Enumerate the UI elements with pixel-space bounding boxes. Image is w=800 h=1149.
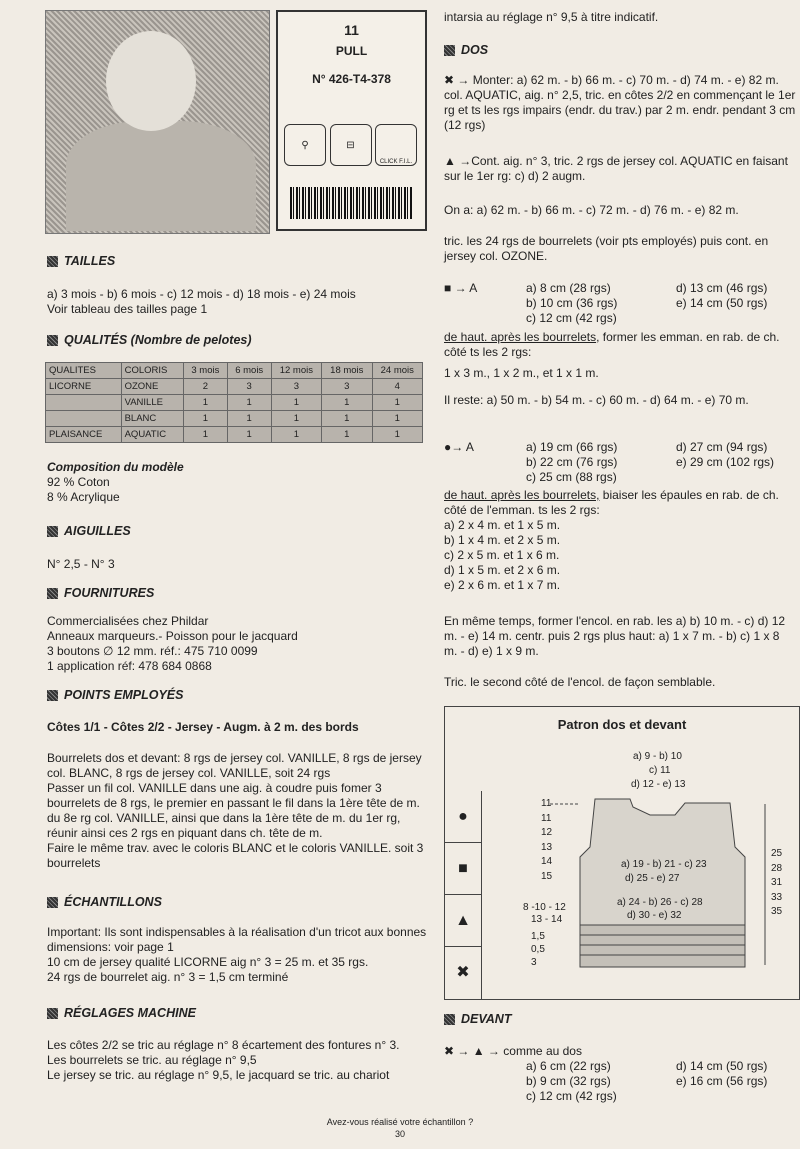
table-header: 6 mois xyxy=(227,363,271,379)
echantillons-text: Important: Ils sont indispensables à la réalisation d'un tricot aux bonnes dimensions: voir page 1 10 cm de jersey qualité LICORNE aig n° 3 = 25 m. et 35 rgs. 24 rgs de bourrelet aig. n° 3 = 1,5 cm terminé xyxy=(47,925,427,984)
table-cell: AQUATIC xyxy=(121,427,183,443)
intarsia-text: intarsia au réglage n° 9,5 à titre indicatif. xyxy=(444,10,659,24)
size-line: b) 9 cm (32 rgs) xyxy=(526,1074,611,1088)
neck-1: a) 9 - b) 10 xyxy=(633,751,682,762)
garment-shape xyxy=(445,707,799,999)
fournitures-text: Commercialisées chez Phildar Anneaux marqueurs.- Poisson pour le jacquard 3 boutons ∅ 12 mm. réf.: 475 710 0099 1 application réf: 478 684 0868 xyxy=(47,614,298,673)
right-nums xyxy=(771,847,782,920)
table-header: QUALITES xyxy=(46,363,122,379)
size-line: 14 xyxy=(541,856,553,867)
dos-heading: DOS xyxy=(444,43,488,57)
reste-text: Il reste: a) 50 m. - b) 54 m. - c) 60 m. - d) 64 m. - e) 70 m. xyxy=(444,393,749,407)
size-line: 33 xyxy=(771,891,783,903)
size-line: c) 12 cm (42 rgs) xyxy=(526,311,617,325)
side-2: 13 - 14 xyxy=(531,914,563,925)
size-line: 15 xyxy=(541,870,553,882)
dos-cont: ▲ →Cont. aig. n° 3, tric. 2 rgs de jersey col. AQUATIC en faisant sur le 1er rg: c) d) 2 augm. xyxy=(444,154,788,183)
qualites-heading: QUALITÉS (Nombre de pelotes) xyxy=(47,333,252,347)
points-text: Côtes 1/1 - Côtes 2/2 - Jersey - Augm. à 2 m. des bords Bourrelets dos et devant: 8 rgs de jersey col. VANILLE, 8 rgs de jersey col. BLANC, 8 rgs de jersey col. VANILLE, soit 24 rgs Passer un fil col. VANILLE dans une aig. à coudre puis fomer 3 bourrelets de 8 rgs, le premier en passant le fil dans la 1ère tête de m. du 8e rg col. VANILLE, ainsi que dans la 1ère tête de m. du 1er rg, réunir ainsi ces 2 rgs en piquant dans ch. tête de m. Faire le même trav. avec le coloris BLANC et le coloris VANILLE. soit 3 bourrelets xyxy=(47,720,424,870)
table-cell: 1 xyxy=(271,427,321,443)
size-line: a) 8 cm (28 rgs) xyxy=(526,281,611,295)
side-1: 8 -10 - 12 xyxy=(523,902,566,913)
reglages-heading: RÉGLAGES MACHINE xyxy=(47,1006,196,1020)
table-cell: 1 xyxy=(227,395,271,411)
size-line: 11 xyxy=(541,812,552,824)
circle-marker: ● xyxy=(445,791,481,843)
table-header: COLORIS xyxy=(121,363,183,379)
baby-photo xyxy=(45,10,270,234)
size-line: a) 2 x 4 m. et 1 x 5 m. xyxy=(444,518,561,532)
table-row xyxy=(46,395,423,411)
pattern-code-box xyxy=(276,10,427,231)
table-cell: 3 xyxy=(322,379,372,395)
pattern-diagram xyxy=(444,706,800,1000)
devant-sizes xyxy=(444,1059,796,1104)
composition: Composition du modèle 92 % Coton 8 % Acrylique xyxy=(47,460,184,504)
table-cell: LICORNE xyxy=(46,379,122,395)
table-cell: 1 xyxy=(322,411,372,427)
size-line: 31 xyxy=(771,877,783,888)
page-number: 30 xyxy=(394,1129,405,1139)
table-cell: 1 xyxy=(183,411,227,427)
echantillons-heading: ÉCHANTILLONS xyxy=(47,895,162,909)
size-line: d) 14 cm (50 rgs) xyxy=(676,1059,768,1073)
dos-bourrelets: tric. les 24 rgs de bourrelets (voir pts employés) puis cont. en jersey col. OZONE. xyxy=(444,234,769,263)
table-header: 12 mois xyxy=(271,363,321,379)
dos-montage: ✖ → Monter: a) 62 m. - b) 66 m. - c) 70 m. - d) 74 m. - e) 82 m. col. AQUATIC, aig. n° 2,5, tric. en côtes 2/2 en commençant le 1er rg et ts les rgs impairs (endr. du trav.) par 2 m. endr. pendant 3 cm (12 rgs) xyxy=(444,73,796,132)
square-sizes: ■ → A a) 8 cm (28 rgs) b) 10 cm (36 rgs) c) 12 cm (42 rgs) d) 13 cm (46 rgs) e) 14 cm (50 rgs) xyxy=(444,281,768,325)
square-marker: ■ xyxy=(445,843,481,895)
reglages-text: Les côtes 2/2 se tric au réglage n° 8 écartement des fontures n° 3. Les bourrelets se tric. au réglage n° 9,5 Le jersey se tric. au réglage n° 9,5, le jacquard se tric. au chariot xyxy=(47,1038,400,1082)
size-line: 11 xyxy=(541,798,552,809)
table-header: 24 mois xyxy=(372,363,422,379)
tailles-text: a) 3 mois - b) 6 mois - c) 12 mois - d) 18 mois - e) 24 mois Voir tableau des tailles page 1 xyxy=(47,287,356,316)
table-row xyxy=(46,427,423,443)
band-1: 1,5 xyxy=(531,931,545,942)
encolure-text: En même temps, former l'encol. en rab. les a) b) 10 m. - c) d) 12 m. - e) 14 m. centr. puis 2 rgs plus haut: a) 1 x 7 m. - b) c) 1 x 8 m. - d) e) 1 x 9 m. Tric. le second côté de l'encol. de façon semblable. xyxy=(444,614,786,689)
width-2b: d) 30 - e) 32 xyxy=(627,910,682,921)
table-cell: PLAISANCE xyxy=(46,427,122,443)
size-line: a) 6 cm (22 rgs) xyxy=(526,1059,611,1073)
neck-2: c) 11 xyxy=(649,765,671,776)
size-line: e) 2 x 6 m. et 1 x 7 m. xyxy=(444,578,561,592)
emman-text: de haut. après les bourrelets, former les emman. en rab. de ch. côté ts les 2 rgs: 1 x 3 m., 1 x 2 m., et 1 x 1 m. xyxy=(444,330,780,380)
table-cell: 2 xyxy=(183,379,227,395)
table-cell: OZONE xyxy=(121,379,183,395)
table-cell: 1 xyxy=(322,427,372,443)
pattern-ref: N° 426-T4-378 xyxy=(312,72,391,86)
table-cell: 1 xyxy=(183,427,227,443)
table-cell xyxy=(46,395,122,411)
table-cell: 3 xyxy=(227,379,271,395)
table-cell: 1 xyxy=(372,395,422,411)
size-line: c) 12 cm (42 rgs) xyxy=(526,1089,617,1103)
size-line: b) 22 cm (76 rgs) xyxy=(526,455,618,469)
size-line: d) 13 cm (46 rgs) xyxy=(676,281,768,295)
machine-icon: ⊟ xyxy=(330,124,372,166)
width-1: a) 19 - b) 21 - c) 23 xyxy=(621,859,707,870)
size-line: c) 2 x 5 m. et 1 x 6 m. xyxy=(444,548,560,562)
table-cell: 4 xyxy=(372,379,422,395)
aiguilles-heading: AIGUILLES xyxy=(47,524,131,538)
table-cell: BLANC xyxy=(121,411,183,427)
table-cell: 1 xyxy=(227,427,271,443)
table-header: 18 mois xyxy=(322,363,372,379)
aiguilles-text: N° 2,5 - N° 3 xyxy=(47,557,115,571)
size-line: d) 27 cm (94 rgs) xyxy=(676,440,768,454)
left-nums xyxy=(541,797,552,884)
size-line: a) 19 cm (66 rgs) xyxy=(526,440,618,454)
table-cell: 1 xyxy=(372,427,422,443)
table-cell xyxy=(46,411,122,427)
footer-question: Avez-vous réalisé votre échantillon ? xyxy=(326,1117,474,1127)
table-cell: VANILLE xyxy=(121,395,183,411)
width-2: a) 24 - b) 26 - c) 28 xyxy=(617,897,703,908)
size-line: 12 xyxy=(541,827,553,838)
size-line: c) 25 cm (88 rgs) xyxy=(526,470,617,484)
fournitures-heading: FOURNITURES xyxy=(47,586,154,600)
size-line: 35 xyxy=(771,906,783,917)
pattern-number: 11 xyxy=(344,22,359,38)
table-cell: 3 xyxy=(271,379,321,395)
size-line: 28 xyxy=(771,862,783,874)
table-cell: 1 xyxy=(322,395,372,411)
table-cell: 1 xyxy=(271,411,321,427)
table-cell: 1 xyxy=(183,395,227,411)
dos-on-a: On a: a) 62 m. - b) 66 m. - c) 72 m. - d) 76 m. - e) 82 m. xyxy=(444,203,739,217)
needle-icon: ⚲ xyxy=(284,124,326,166)
qualites-table xyxy=(45,362,423,443)
size-line: e) 16 cm (56 rgs) xyxy=(676,1074,768,1088)
diagram-title: Patron dos et devant xyxy=(557,717,687,732)
points-heading: POINTS EMPLOYÉS xyxy=(47,688,183,702)
table-header: 3 mois xyxy=(183,363,227,379)
devant-text: ✖ → ▲ → comme au dos xyxy=(444,1044,582,1058)
barcode xyxy=(290,187,412,219)
width-1b: d) 25 - e) 27 xyxy=(625,873,680,884)
size-line: d) 1 x 5 m. et 2 x 6 m. xyxy=(444,563,561,577)
cross-marker: ✖ xyxy=(456,964,470,981)
neck-3: d) 12 - e) 13 xyxy=(631,779,686,790)
size-line: e) 29 cm (102 rgs) xyxy=(676,455,775,469)
size-line: b) 10 cm (36 rgs) xyxy=(526,296,618,310)
triangle-marker: ▲ xyxy=(445,895,481,947)
size-line: 25 xyxy=(771,848,783,859)
table-row xyxy=(46,379,423,395)
table-cell: 1 xyxy=(372,411,422,427)
size-line: e) 14 cm (50 rgs) xyxy=(676,296,768,310)
size-line: 13 xyxy=(541,841,553,853)
pattern-type: PULL xyxy=(335,44,368,58)
epaules-text: de haut. après les bourrelets, biaiser les épaules en rab. de ch. côté de l'emman. ts les 2 rgs: a) 2 x 4 m. et 1 x 5 m. b) 1 x 4 m. et 2 x 5 m. c) 2 x 5 m. et 1 x 6 m. d) 1 x 5 m. et 2 x 6 m. e) 2 x 6 m. et 1 x 7 m. xyxy=(444,488,796,593)
click-fil-icon: CLICK F.I.L. xyxy=(375,124,417,166)
band-2: 0,5 xyxy=(531,944,545,955)
table-cell: 1 xyxy=(271,395,321,411)
circle-sizes: ●→ A a) 19 cm (66 rgs) b) 22 cm (76 rgs) c) 25 cm (88 rgs) d) 27 cm (94 rgs) e) 29 cm (102 rgs) xyxy=(444,440,775,484)
devant-heading: DEVANT xyxy=(444,1012,511,1026)
table-row xyxy=(46,411,423,427)
band-3: 3 xyxy=(531,957,537,968)
size-line: b) 1 x 4 m. et 2 x 5 m. xyxy=(444,533,561,547)
tailles-heading: TAILLES xyxy=(47,254,115,268)
table-cell: 1 xyxy=(227,411,271,427)
